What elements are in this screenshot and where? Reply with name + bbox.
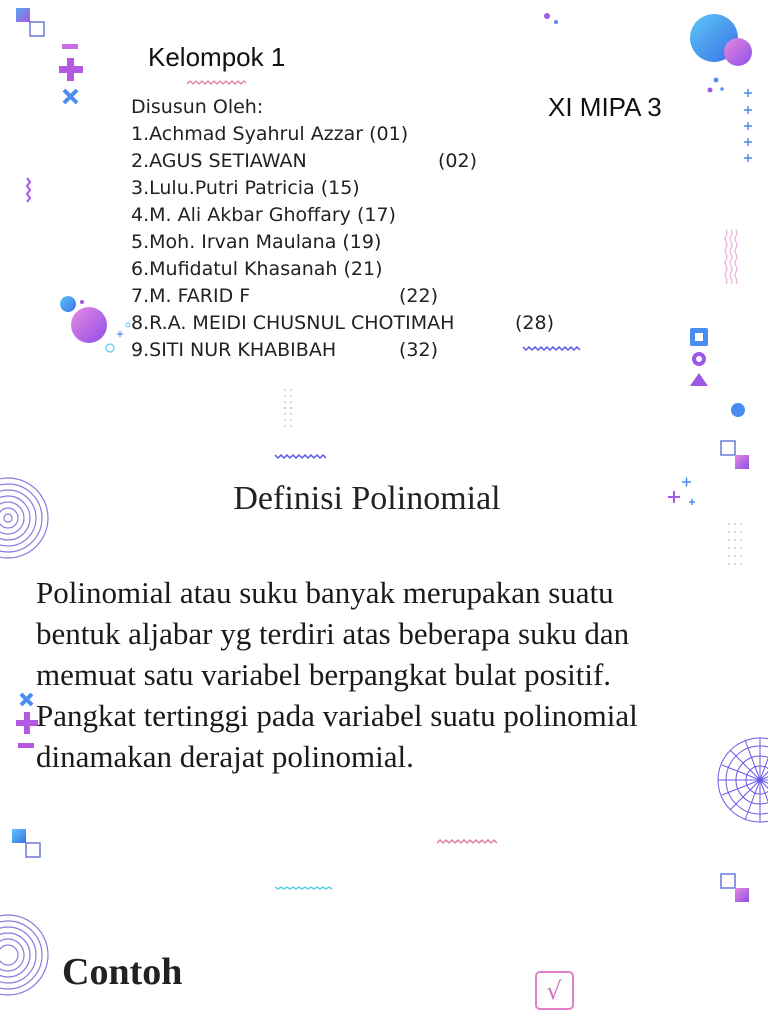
math-symbols-icon [59,44,83,103]
author-name: 9.SITI NUR KHABIBAH [131,339,337,361]
author-number: (32) [399,339,439,361]
definition-line: dinamakan derajat polinomial. [36,739,414,774]
author-name: 8.R.A. MEIDI CHUSNUL CHOTIMAH [131,312,455,334]
list-item [131,310,554,337]
bubble-medium [724,38,752,66]
zigzag-icon [27,178,30,202]
author-number: (22) [399,285,439,307]
list-item [131,121,554,148]
author-name: 6.Mufidatul Khasanah (21) [131,258,383,280]
list-item [131,202,554,229]
authors-list [131,94,554,364]
author-name: 1.Achmad Syahrul Azzar (01) [131,123,409,145]
authors-heading: Disusun Oleh: [131,96,264,118]
list-item [131,337,554,364]
square-root-icon [536,972,573,1009]
math-symbols-icon-2 [16,694,38,748]
author-name: 5.Moh. Irvan Maulana (19) [131,231,382,253]
list-item [131,256,554,283]
list-item [131,175,554,202]
svg-text:√: √ [546,977,562,1005]
author-number: (28) [515,312,555,334]
shapes-stack-icon [690,328,708,386]
class-label: XI MIPA 3 [548,92,662,122]
definition-line: Pangkat tertinggi pada variabel suatu polinomial [36,698,638,733]
group-title: Kelompok 1 [148,42,286,72]
title-underline-squiggle [186,78,246,88]
example-heading: Contoh [62,951,183,993]
author-name: 2.AGUS SETIAWAN [131,150,307,172]
squares-icon [16,8,44,36]
definition-line: bentuk aljabar yg terdiri atas beberapa suku dan [36,616,630,651]
author-name: 4.M. Ali Akbar Ghoffary (17) [131,204,396,226]
list-item [131,283,554,310]
list-item [131,229,554,256]
definition-paragraph [36,572,736,777]
definition-line: Polinomial atau suku banyak merupakan suatu [36,575,614,610]
definition-line: memuat satu variabel berpangkat bulat positif. [36,657,612,692]
plus-column-icon [744,89,752,162]
author-name: 7.M. FARID F [131,285,251,307]
author-name: 3.Lulu.Putri Patricia (15) [131,177,360,199]
bubble-left [71,307,107,343]
author-number: (02) [438,150,478,172]
list-item [131,148,554,175]
section-heading: Definisi Polinomial [233,480,501,517]
